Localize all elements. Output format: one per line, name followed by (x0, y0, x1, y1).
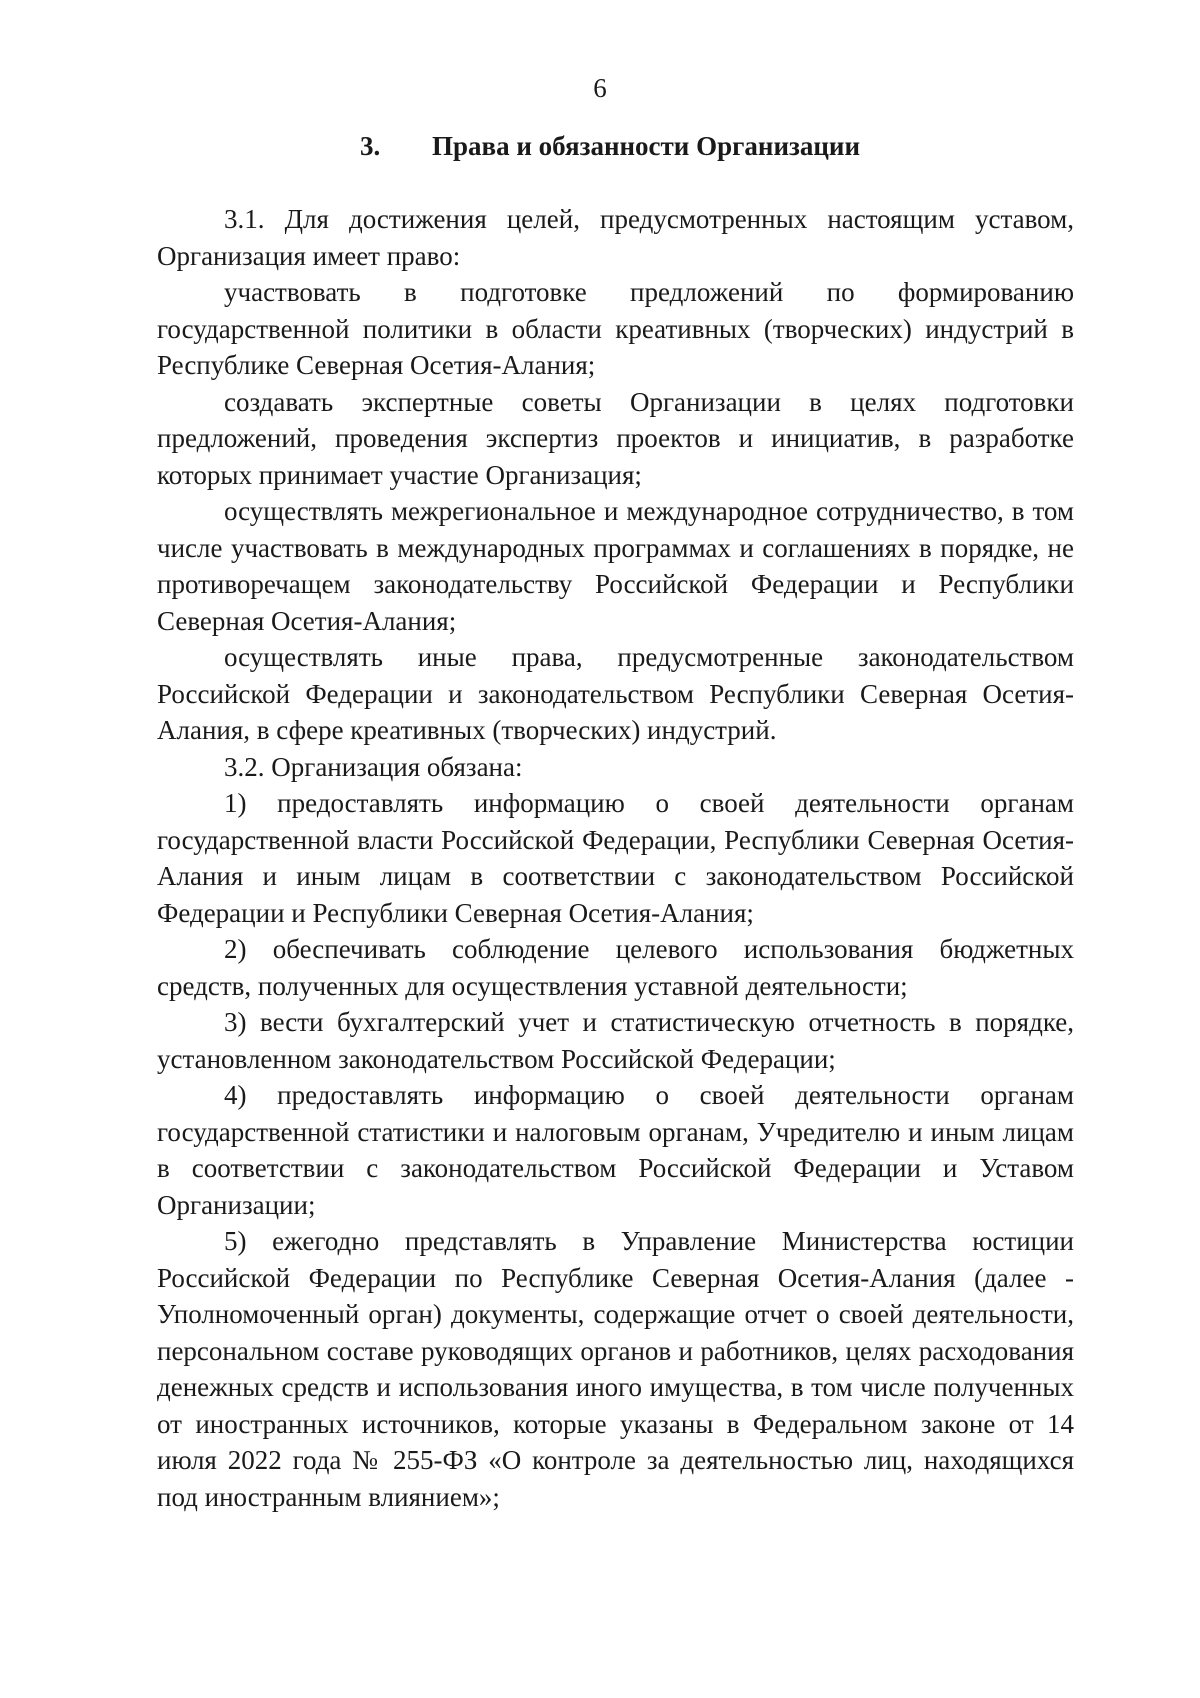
paragraph-duty-4: 4) предоставлять информацию о своей деятельности органам государственной статистики и налоговым органам, Учредителю и иным лицам в соответствии с законодательством Российской Федерации и Уставом Организации; (157, 1080, 1074, 1220)
paragraph-right-other: осуществлять иные права, предусмотренные законодательством Российской Федерации и законодательством Республики Северная Осетия-Алания, в сфере креативных (творческих) индустрий. (157, 642, 1074, 745)
paragraph-duty-3: 3) вести бухгалтерский учет и статистическую отчетность в порядке, установленном законодательством Российской Федерации; (157, 1007, 1074, 1074)
section-number: 3. (360, 131, 381, 161)
paragraph-right-expert-councils: создавать экспертные советы Организации в целях подготовки предложений, проведения экспертиз проектов и инициатив, в разработке которых принимает участие Организация; (157, 386, 1074, 490)
section-title: Права и обязанности Организации (432, 131, 861, 161)
page-number: 6 (593, 73, 607, 103)
paragraph-duty-1: 1) предоставлять информацию о своей деятельности органам государственной власти Российской Федерации, Республики Северная Осетия-Алания и иным лицам в соответствии с законодательством Российской Федерации и Республики Северная Осетия-Алания; (157, 788, 1074, 928)
paragraph-right-cooperation: осуществлять межрегиональное и международное сотрудничество, в том числе участвовать в международных программах и соглашениях в порядке, не противоречащем законодательству Российской Федерации и Республики Северная Осетия-Алания; (157, 496, 1074, 636)
paragraph-right-policy: участвовать в подготовке предложений по формированию государственной политики в области креативных (творческих) индустрий в Республике Северная Осетия-Алания; (157, 277, 1074, 380)
paragraph-3-2-intro: 3.2. Организация обязана: (224, 751, 523, 782)
document-body (157, 201, 1074, 1515)
section-heading (360, 128, 860, 164)
paragraph-3-1-intro: 3.1. Для достижения целей, предусмотренных настоящим уставом, Организация имеет право: (157, 204, 1074, 271)
paragraph-duty-2: 2) обеспечивать соблюдение целевого использования бюджетных средств, полученных для осуществления уставной деятельности; (157, 934, 1074, 1001)
paragraph-duty-5: 5) ежегодно представлять в Управление Министерства юстиции Российской Федерации по Республике Северная Осетия-Алания (далее - Уполномоченный орган) документы, содержащие отчет о своей деятельности, персональном составе руководящих органов и работников, целях расходования денежных средств и использования иного имущества, в том числе полученных от иностранных источников, которые указаны в Федеральном законе от 14 июля 2022 года № 255-ФЗ «О контроле за деятельностью лиц, находящихся под иностранным влиянием»; (157, 1226, 1074, 1512)
